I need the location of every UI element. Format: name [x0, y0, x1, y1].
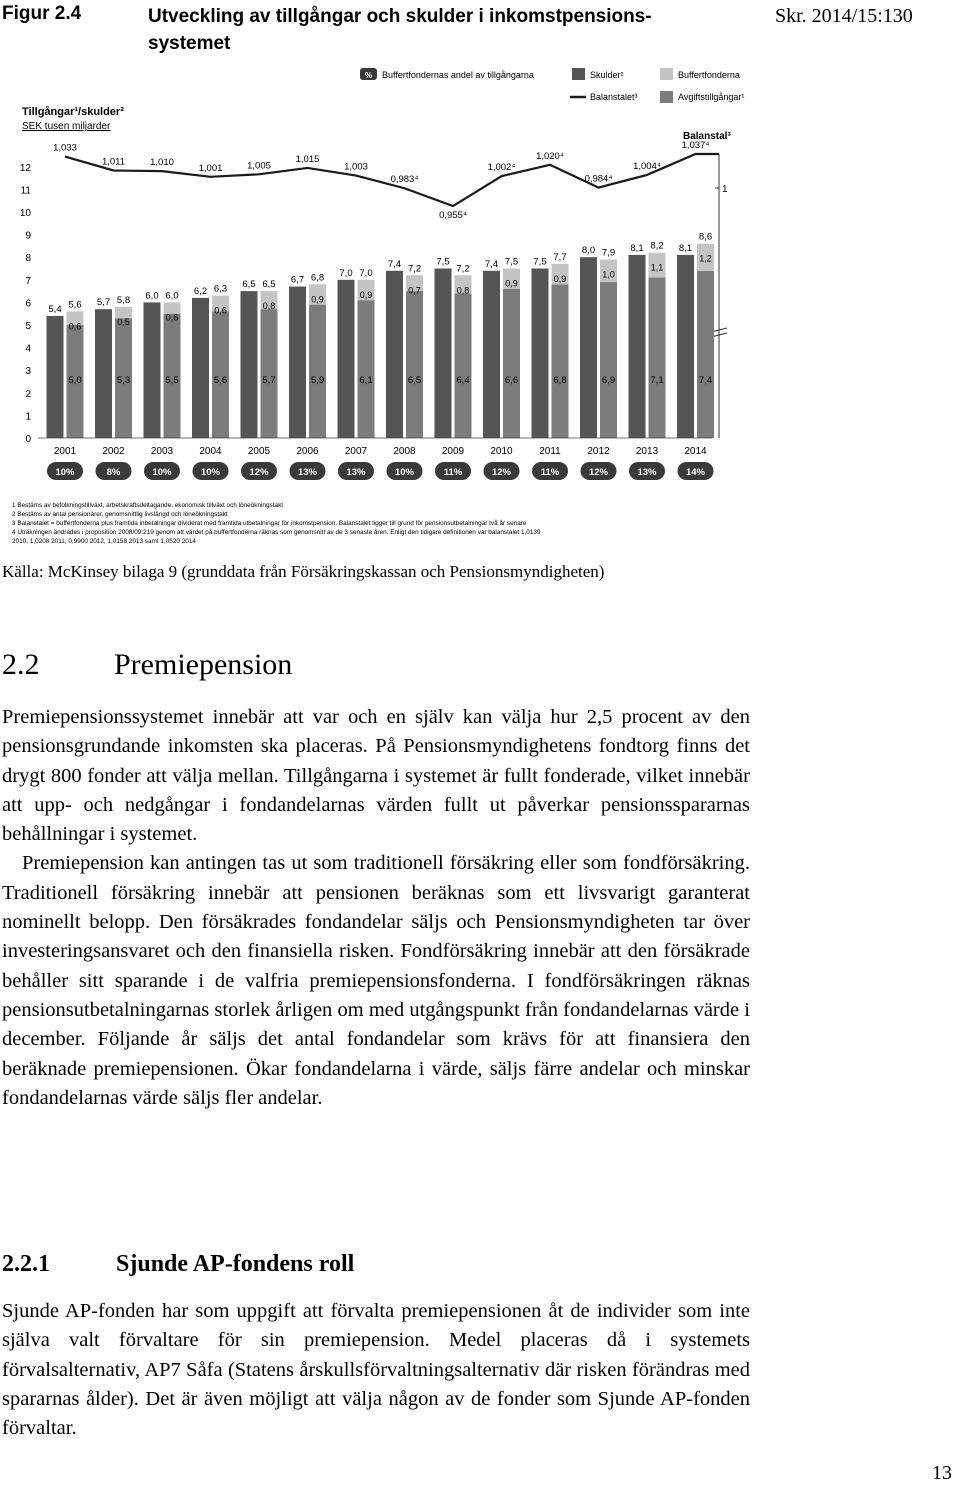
buffer-share-label: 14%	[685, 467, 706, 478]
bar-label-skulder: 6,5	[242, 279, 256, 291]
x-tick-label: 2014	[684, 446, 707, 457]
bar-label-avgift: 5,6	[213, 375, 228, 386]
bar-skulder	[338, 280, 355, 438]
bar-label-avgift: 6,9	[601, 375, 616, 386]
balance-label: 1,037⁴	[681, 140, 710, 151]
y-tick-label: 10	[19, 208, 31, 219]
chart-source: Källa: McKinsey bilaga 9 (grunddata från Försäkringskassan och Pensionsmyndigheten)	[2, 562, 605, 581]
bar-label-total: 7,7	[553, 251, 567, 263]
bar-skulder	[677, 255, 694, 438]
balance-label: 1,033	[53, 142, 77, 154]
bar-label-buffert: 1,0	[602, 269, 615, 280]
bar-label-avgift: 6,4	[456, 375, 470, 386]
bar-avgift	[358, 300, 375, 438]
bar-label-total: 7,2	[407, 263, 422, 275]
bar-label-avgift: 7,4	[698, 375, 713, 386]
bar-skulder	[192, 298, 209, 438]
balance-label: 1,004⁴	[633, 160, 661, 172]
balance-axis-title: Balanstal³	[683, 131, 731, 142]
x-tick-label: 2007	[344, 446, 368, 457]
x-tick-label: 2002	[102, 446, 125, 457]
subsection-heading	[2, 1251, 354, 1278]
balance-label: 1,005	[247, 160, 271, 172]
bar-label-buffert: 1,2	[699, 253, 712, 264]
page-number: 13	[932, 1462, 952, 1484]
legend-label-buffer-share: Buffertfondernas andel av tillgångarna	[382, 70, 534, 80]
x-tick-label: 2012	[587, 446, 610, 457]
bar-label-total: 7,0	[359, 267, 373, 279]
y-tick-label: 12	[19, 162, 31, 174]
bar-label-total: 6,0	[165, 290, 179, 302]
section-number: 2.2	[2, 648, 40, 681]
figure-header	[0, 0, 960, 60]
bar-label-total: 8,2	[650, 240, 664, 252]
bar-label-skulder: 6,7	[290, 274, 305, 286]
bar-label-total: 5,6	[68, 299, 82, 311]
bar-label-total: 5,8	[116, 294, 131, 306]
section-heading	[2, 648, 292, 682]
figure-label: Figur 2.4	[2, 3, 82, 24]
buffer-share-label: 12%	[249, 467, 269, 478]
x-tick-label: 2013	[635, 446, 659, 457]
legend-swatch-avgift	[660, 91, 673, 103]
bar-label-avgift: 6,1	[359, 375, 373, 386]
bar-label-buffert: 0,9	[359, 289, 373, 300]
y-tick-label: 11	[20, 185, 31, 197]
bar-label-avgift: 5,7	[262, 375, 276, 386]
bar-label-buffert: 0,9	[311, 294, 324, 305]
bar-label-buffert: 0,7	[408, 285, 421, 296]
bar-avgift	[503, 289, 520, 438]
document-reference: Skr. 2014/15:130	[775, 5, 913, 27]
section-title: Premiepension	[114, 648, 293, 681]
bar-label-buffert: 0,6	[214, 305, 227, 316]
bar-skulder	[95, 309, 112, 438]
y-tick-label: 9	[25, 230, 31, 242]
legend-swatch-skulder	[572, 68, 585, 80]
x-tick-label: 2011	[539, 446, 561, 457]
x-tick-label: 2009	[441, 446, 465, 457]
legend-percent-badge-text: %	[364, 71, 373, 80]
x-tick-label: 2006	[296, 446, 319, 457]
y-tick-label: 1	[25, 411, 31, 423]
bar-avgift	[309, 305, 326, 438]
buffer-share-label: 10%	[394, 467, 415, 478]
figure-title: Utveckling av tillgångar och skulder i inkomstpensions-systemet	[148, 6, 652, 54]
chart-footnote: 3 Balanstalet = buffertfonderna plus framtida inbetalningar dividerat med framtida utbetalningar för inkomstpension. Balanstalet ligger till grund för pensionsutbetalningar två år senare	[12, 520, 527, 527]
bar-label-total: 7,9	[601, 247, 616, 259]
subsection-title: Sjunde AP-fondens roll	[116, 1251, 355, 1277]
bar-skulder	[144, 302, 161, 438]
buffer-share-label: 13%	[346, 467, 366, 478]
bar-label-avgift: 5,0	[68, 375, 82, 386]
x-tick-label: 2004	[199, 446, 222, 457]
balance-label: 1,011	[101, 156, 126, 168]
bar-label-skulder: 7,5	[436, 256, 450, 268]
bar-skulder	[580, 257, 597, 438]
paragraph: Premiepensionssystemet innebär att var och en själv kan välja hur 2,5 procent av den pensionsgrundande inkomsten ska placeras. På Pensionsmyndighetens fondtorg finns det drygt 800 fonder att välja mellan. Tillgångarna i systemet är fullt fonderade, vilket innebär att upp- och nedgångar i fondandelarnas värden fullt ut påverkar pensionsspararnas behållningar i systemet.	[2, 706, 750, 846]
balance-label: 1,020⁴	[536, 150, 564, 162]
buffer-share-label: 11%	[540, 467, 560, 478]
bar-label-buffert: 0,8	[262, 301, 276, 312]
balance-label: 1,003	[344, 161, 368, 173]
balance-label: 0,955⁴	[439, 210, 467, 221]
chart-footnote: 2010, 1,0208 2011, 0,9900 2012, 1,0158 2013 samt 1,0520 2014	[12, 538, 196, 545]
bar-label-buffert: 0,9	[505, 278, 518, 289]
bar-label-buffert: 0,8	[456, 285, 470, 296]
bar-avgift	[406, 291, 423, 438]
bar-avgift	[697, 271, 714, 438]
balance-label: 0,983⁴	[390, 174, 419, 186]
bar-label-skulder: 5,7	[96, 297, 111, 309]
bar-skulder	[289, 287, 306, 438]
buffer-share-label: 10%	[152, 467, 172, 478]
bar-label-avgift: 5,9	[310, 375, 325, 386]
x-tick-label: 2005	[247, 446, 271, 457]
y-tick-label: 3	[25, 366, 31, 378]
bar-label-buffert: 0,5	[117, 316, 130, 327]
y-tick-label: 4	[25, 343, 31, 355]
bar-skulder	[241, 291, 258, 438]
y-tick-label: 7	[25, 275, 31, 287]
bar-avgift	[261, 309, 278, 438]
buffer-share-label: 12%	[491, 467, 512, 478]
balance-label: 1,015	[295, 153, 320, 165]
bar-avgift	[552, 284, 569, 438]
balance-label: 1,002⁴	[487, 162, 516, 174]
balance-label: 0,984⁴	[584, 173, 613, 185]
bar-skulder	[47, 316, 64, 438]
bar-skulder	[532, 269, 549, 439]
y-tick-label: 8	[25, 253, 31, 265]
x-tick-label: 2003	[150, 446, 174, 457]
bar-label-total: 6,5	[262, 279, 276, 291]
y-tick-label: 6	[25, 298, 31, 310]
bar-label-buffert: 0,6	[68, 321, 82, 332]
bar-skulder	[386, 271, 403, 438]
bar-label-skulder: 7,4	[484, 258, 499, 270]
bar-avgift	[600, 282, 617, 438]
bar-label-buffert: 0,6	[165, 312, 179, 323]
bar-avgift	[455, 293, 472, 438]
bar-label-skulder: 8,1	[630, 242, 644, 254]
subsection-number: 2.2.1	[2, 1251, 50, 1277]
bar-label-avgift: 6,6	[504, 375, 519, 386]
bar-label-total: 6,3	[213, 283, 228, 295]
balance-label: 1,010	[150, 157, 174, 169]
y-axis-unit: SEK tusen miljarder	[22, 121, 111, 132]
chart-footnote: 2 Bestäms av antal pensionärer, genomsnittlig livslängd och löneökningstakt	[12, 511, 228, 518]
buffer-share-label: 10%	[55, 467, 75, 478]
paragraph: Premiepension kan antingen tas ut som traditionell försäkring eller som fondförsäkring. Traditionell försäkring innebär att pensionen beräknas som ett livsvarigt garanterat nominellt belopp. Den försäkrades fondandelar säljs och Pensionsmyndigheten tar över investeringsansvaret och den finansiella risken. Fondförsäkring innebär att den försäkrade behåller sitt sparande i de valfria premiepensionsfonderna. I fondförsäkringen räknas pensionsutbetalningarnas storlek årligen om med utgångspunkt från fondandelarnas värde i december. Följande år säljs det antal fondandelar som krävs för att finansiera den beräknade premiepensionen. Ökar fondandelarna i värde, säljs färre andelar och minskar fondandelarnas värde säljs fler andelar.	[2, 852, 750, 1109]
bar-label-buffert: 1,1	[650, 262, 664, 273]
bar-skulder	[483, 271, 500, 438]
bar-skulder	[435, 269, 452, 439]
chart-footnote: 1 Bestäms av befolkningstillväxt, arbetskraftsdeltagande, ekonomisk tillväxt och löneökningstakt	[12, 502, 284, 509]
bar-skulder	[629, 255, 646, 438]
x-tick-label: 2008	[393, 446, 416, 457]
legend-label-skulder: Skulder²	[590, 70, 624, 80]
bar-label-total: 8,6	[698, 231, 713, 243]
buffer-share-label: 12%	[588, 467, 609, 478]
paragraph: Sjunde AP-fonden har som uppgift att förvalta premiepensionen åt de individer som inte själva valt förvaltare för sin premiepension. Medel placeras då i systemets förvalsalternativ, AP7 Såfa (Statens årskullsförvaltningsalternativ där risken förändras med spararnas ålder). Det är även möjligt att välja någon av de fonder som Sjunde AP-fonden förvaltar.	[2, 1300, 750, 1440]
bar-label-skulder: 7,5	[533, 256, 547, 268]
bar-label-avgift: 7,1	[650, 375, 664, 386]
balance-label: 1,001	[198, 162, 223, 174]
y-tick-label: 5	[25, 321, 31, 332]
legend-label-avgift: Avgiftstillgångar¹	[678, 92, 745, 102]
bar-label-skulder: 6,0	[145, 290, 159, 302]
bar-label-total: 6,8	[310, 272, 325, 284]
bar-label-skulder: 5,4	[48, 303, 62, 315]
legend-swatch-buffert	[660, 68, 673, 80]
subsection-body	[2, 1297, 750, 1443]
y-tick-label: 0	[25, 434, 31, 445]
x-tick-label: 2001	[53, 446, 77, 457]
bar-label-total: 7,5	[504, 256, 519, 268]
bar-label-skulder: 7,4	[387, 258, 402, 270]
bar-label-avgift: 6,8	[553, 375, 567, 386]
bar-label-avgift: 6,5	[407, 375, 422, 386]
legend-label-buffert: Buffertfonderna	[678, 70, 740, 80]
buffer-share-label: 11%	[443, 467, 463, 478]
bar-label-buffert: 0,9	[553, 273, 567, 284]
buffer-share-label: 8%	[106, 467, 121, 478]
bar-label-avgift: 5,3	[116, 375, 131, 386]
buffer-share-label: 13%	[637, 467, 657, 478]
buffer-share-label: 10%	[200, 467, 221, 478]
bar-avgift	[649, 278, 666, 438]
bar-label-skulder: 8,1	[678, 242, 693, 254]
balance-axis-tick-label: 1	[722, 184, 728, 195]
bar-label-total: 7,2	[456, 263, 470, 275]
bar-label-skulder: 6,2	[193, 285, 208, 297]
section-body	[2, 703, 750, 1113]
assets-liabilities-chart	[0, 58, 760, 558]
buffer-share-label: 13%	[297, 467, 318, 478]
bar-label-skulder: 7,0	[339, 267, 353, 279]
y-axis-title: Tillgångar¹/skulder²	[22, 106, 124, 118]
chart-footnote: 4 Uträkningen ändrades i proposition 2008/09:219 genom att värdet på buffertfonderna räknas som genomsnitt av de 3 senaste åren. Enligt den tidigare definitionen var balanstalet 1,0139	[12, 529, 541, 536]
bar-label-avgift: 5,5	[165, 375, 179, 386]
y-tick-label: 2	[25, 388, 31, 400]
bar-label-skulder: 8,0	[581, 245, 596, 257]
legend-label-balance: Balanstalet³	[590, 92, 638, 102]
x-tick-label: 2010	[490, 446, 513, 457]
